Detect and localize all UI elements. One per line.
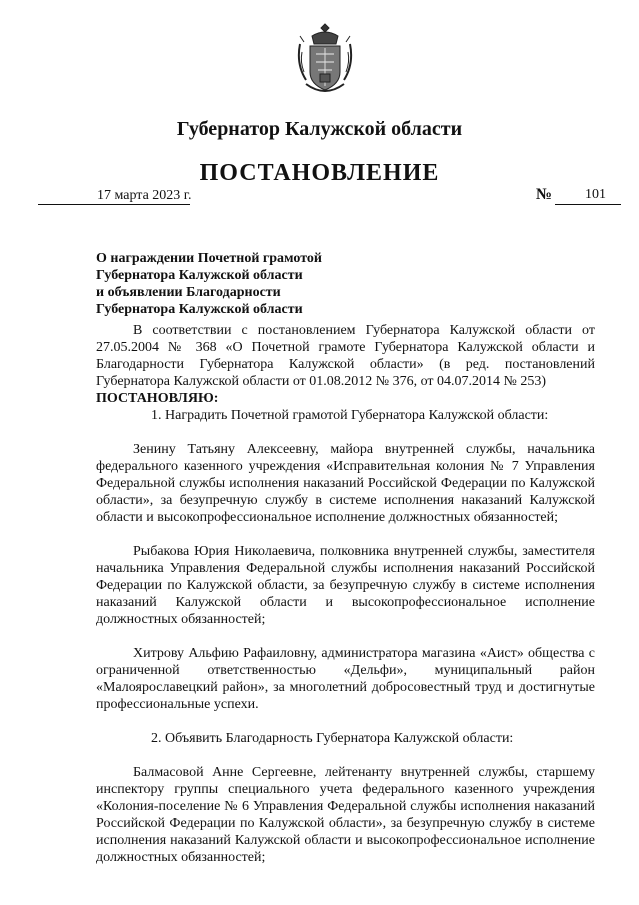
date-underline: [38, 204, 190, 205]
document-type-title: ПОСТАНОВЛЕНИЕ: [199, 160, 440, 186]
awardee-paragraph: Рыбакова Юрия Николаевича, полковника внутренней службы, заместителя начальника Управления Федеральной службы исполнения наказаний Российской Федерации по Калужской области, за безупречную службу в системе исполнения наказаний Калужской области и высокопрофессиональное исполнение должностных обязанностей;: [96, 544, 595, 627]
subject-line: О награждении Почетной грамотой: [96, 251, 322, 266]
document-number: 101: [585, 187, 606, 202]
awardee-paragraph: Балмасовой Анне Сергеевне, лейтенанту внутренней службы, старшему инспектору группы специального учета федерального казенного учреждения «Колония-поселение № 6 Управления Федеральной службы исполнения наказаний Российской Федерации по Калужской области», за безупречную службу в системе исполнения наказаний Калужской области и высокопрофессиональное исполнение должностных обязанностей;: [96, 765, 595, 865]
awardee-paragraph: Хитрову Альфию Рафаиловну, администратора магазина «Аист» общества с ограниченной ответственностью «Дельфи», муниципальный район «Малоярославецкий район», за многолетний добросовестный труд и достигнутые профессиональные успехи.: [96, 646, 595, 712]
awardee-paragraph: Зенину Татьяну Алексеевну, майора внутренней службы, начальника федерального казенного учреждения «Исправительная колония № 7 Управления Федеральной службы исполнения наказаний Российской Федерации по Калужской области», за безупречную службу в системе исполнения наказаний Калужской области и высокопрофессиональное исполнение должностных обязанностей;: [96, 442, 595, 525]
document-subject: [96, 250, 331, 318]
document-body: [96, 322, 595, 866]
number-label: №: [536, 186, 553, 203]
subject-line: и объявлении Благодарности: [96, 285, 281, 300]
preamble-paragraph: В соответствии с постановлением Губернатора Калужской области от 27.05.2004 № 368 «О Почетной грамоте Губернатора Калужской области и Благодарности Губернатора Калужской области» (в ред. постановлений Губернатора Калужской области от 01.08.2012 № 376, от 04.07.2014 № 253): [96, 323, 595, 389]
organization-title: Губернатор Калужской области: [176, 118, 463, 140]
subject-line: Губернатора Калужской области: [96, 268, 303, 283]
subject-line: Губернатора Калужской области: [96, 302, 303, 317]
item-1-heading: 1. Наградить Почетной грамотой Губернатора Калужской области:: [151, 408, 549, 423]
number-underline: [555, 204, 621, 205]
document-date: 17 марта 2023 г.: [97, 188, 192, 203]
coat-of-arms-icon: [296, 22, 354, 98]
item-2-heading: 2. Объявить Благодарность Губернатора Калужской области:: [151, 731, 514, 746]
resolve-heading: ПОСТАНОВЛЯЮ:: [96, 391, 219, 406]
